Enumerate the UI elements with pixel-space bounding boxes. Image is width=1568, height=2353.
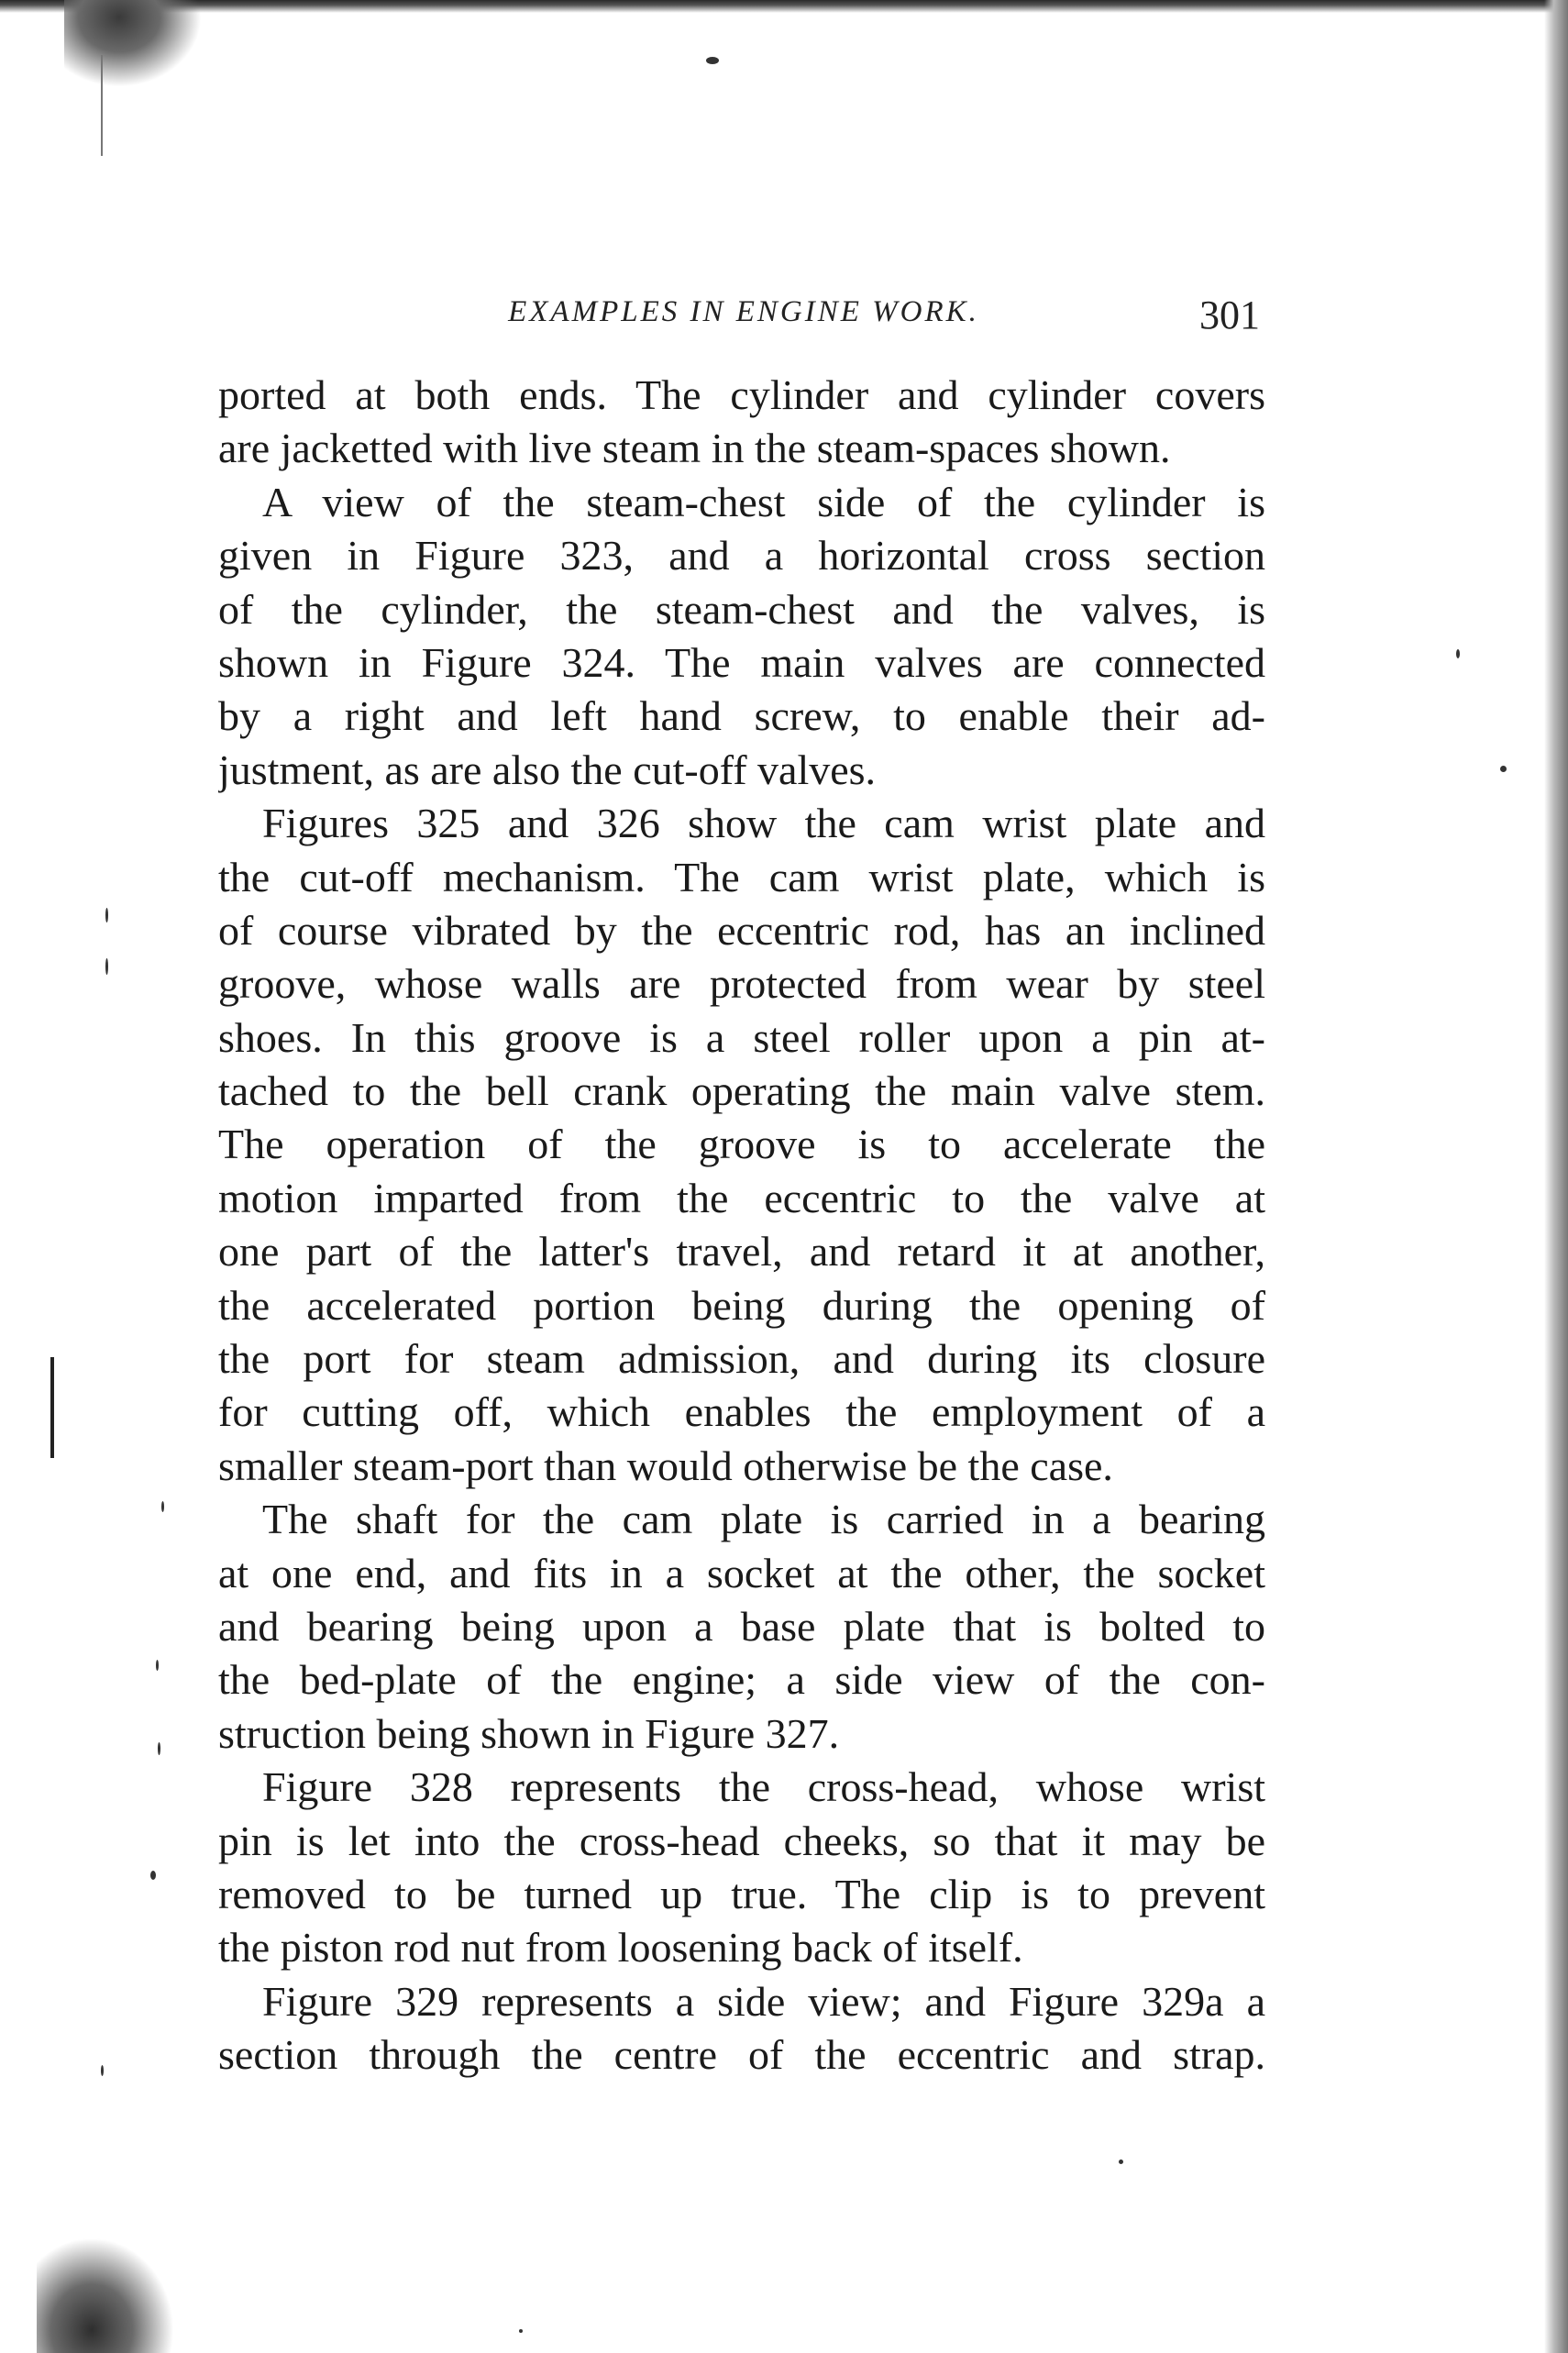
running-head bbox=[220, 292, 1267, 347]
text-line: one part of the latter's travel, and retard it at another, bbox=[218, 1228, 1265, 1276]
running-title: EXAMPLES IN ENGINE WORK. bbox=[508, 295, 979, 328]
scan-right-edge bbox=[1544, 0, 1568, 2353]
paragraph bbox=[218, 1975, 1265, 2082]
text-line: Figure 328 represents the cross-head, whose wrist bbox=[262, 1763, 1265, 1811]
text-line: and bearing being upon a base plate that is bolted to bbox=[218, 1602, 1265, 1650]
text-line: the accelerated portion being during the opening of bbox=[218, 1281, 1265, 1329]
scan-speck bbox=[1119, 2160, 1123, 2164]
scan-speck bbox=[519, 2329, 523, 2333]
scan-speck bbox=[105, 958, 108, 975]
scan-margin-bar bbox=[50, 1357, 54, 1458]
text-line: the port for steam admission, and during its closure bbox=[218, 1335, 1265, 1383]
text-line: Figures 325 and 326 show the cam wrist plate and bbox=[262, 800, 1265, 847]
text-line: ported at both ends. The cylinder and cylinder covers bbox=[218, 371, 1265, 418]
text-line: Figure 329 represents a side view; and Figure 329a a bbox=[262, 1977, 1265, 2025]
text-line: at one end, and fits in a socket at the other, the socket bbox=[218, 1549, 1265, 1596]
scan-ink-blot-top bbox=[64, 0, 202, 87]
paragraph bbox=[218, 797, 1265, 1493]
text-line: tached to the bell crank operating the main valve stem. bbox=[218, 1067, 1265, 1115]
text-line: given in Figure 323, and a horizontal cross section bbox=[218, 532, 1265, 580]
text-line: struction being shown in Figure 327. bbox=[218, 1709, 840, 1757]
text-line: the cut-off mechanism. The cam wrist plate, which is bbox=[218, 853, 1265, 900]
text-line: shoes. In this groove is a steel roller upon a pin at- bbox=[218, 1013, 1265, 1061]
text-line: smaller steam-port than would otherwise be the case. bbox=[218, 1442, 1113, 1489]
text-line: The operation of the groove is to accelerate the bbox=[218, 1121, 1265, 1168]
text-line: shown in Figure 324. The main valves are connected bbox=[218, 638, 1265, 686]
scan-speck bbox=[706, 57, 719, 64]
scan-speck bbox=[1456, 649, 1460, 658]
text-line: The shaft for the cam plate is carried in a bearing bbox=[262, 1496, 1265, 1543]
scan-speck bbox=[156, 1660, 159, 1671]
text-line: by a right and left hand screw, to enable their ad- bbox=[218, 692, 1265, 740]
text-line: the bed-plate of the engine; a side view of the con- bbox=[218, 1656, 1265, 1704]
scan-speck bbox=[158, 1742, 160, 1755]
page-number: 301 bbox=[1199, 293, 1260, 337]
text-line: of course vibrated by the eccentric rod, has an inclined bbox=[218, 906, 1265, 954]
text-line: groove, whose walls are protected from wear by steel bbox=[218, 960, 1265, 1008]
scan-speck bbox=[101, 2065, 104, 2076]
paragraph bbox=[218, 1761, 1265, 1975]
scan-margin-line bbox=[101, 55, 103, 156]
paragraph bbox=[218, 476, 1265, 797]
paragraph bbox=[218, 369, 1265, 476]
scan-speck bbox=[161, 1501, 164, 1512]
body-text bbox=[218, 369, 1265, 2082]
scan-top-edge bbox=[0, 0, 1568, 13]
text-line: are jacketted with live steam in the steam-spaces shown. bbox=[218, 425, 1171, 472]
text-line: for cutting off, which enables the employment of a bbox=[218, 1388, 1265, 1436]
text-line: the piston rod nut from loosening back of itself. bbox=[218, 1924, 1023, 1972]
scan-ink-blot-bottom bbox=[37, 2237, 174, 2353]
text-line: justment, as are also the cut-off valves. bbox=[218, 746, 877, 793]
paragraph bbox=[218, 1493, 1265, 1761]
text-line: pin is let into the cross-head cheeks, so that it may be bbox=[218, 1817, 1265, 1864]
scan-speck bbox=[105, 908, 108, 922]
text-line: A view of the steam-chest side of the cylinder is bbox=[262, 478, 1265, 525]
text-line: section through the centre of the eccentric and strap. bbox=[218, 2031, 1265, 2079]
scan-speck bbox=[1500, 766, 1507, 772]
text-line: removed to be turned up true. The clip is to prevent bbox=[218, 1870, 1265, 1917]
text-line: of the cylinder, the steam-chest and the valves, is bbox=[218, 585, 1265, 633]
text-line: motion imparted from the eccentric to the valve at bbox=[218, 1174, 1265, 1221]
scan-speck bbox=[150, 1871, 156, 1880]
